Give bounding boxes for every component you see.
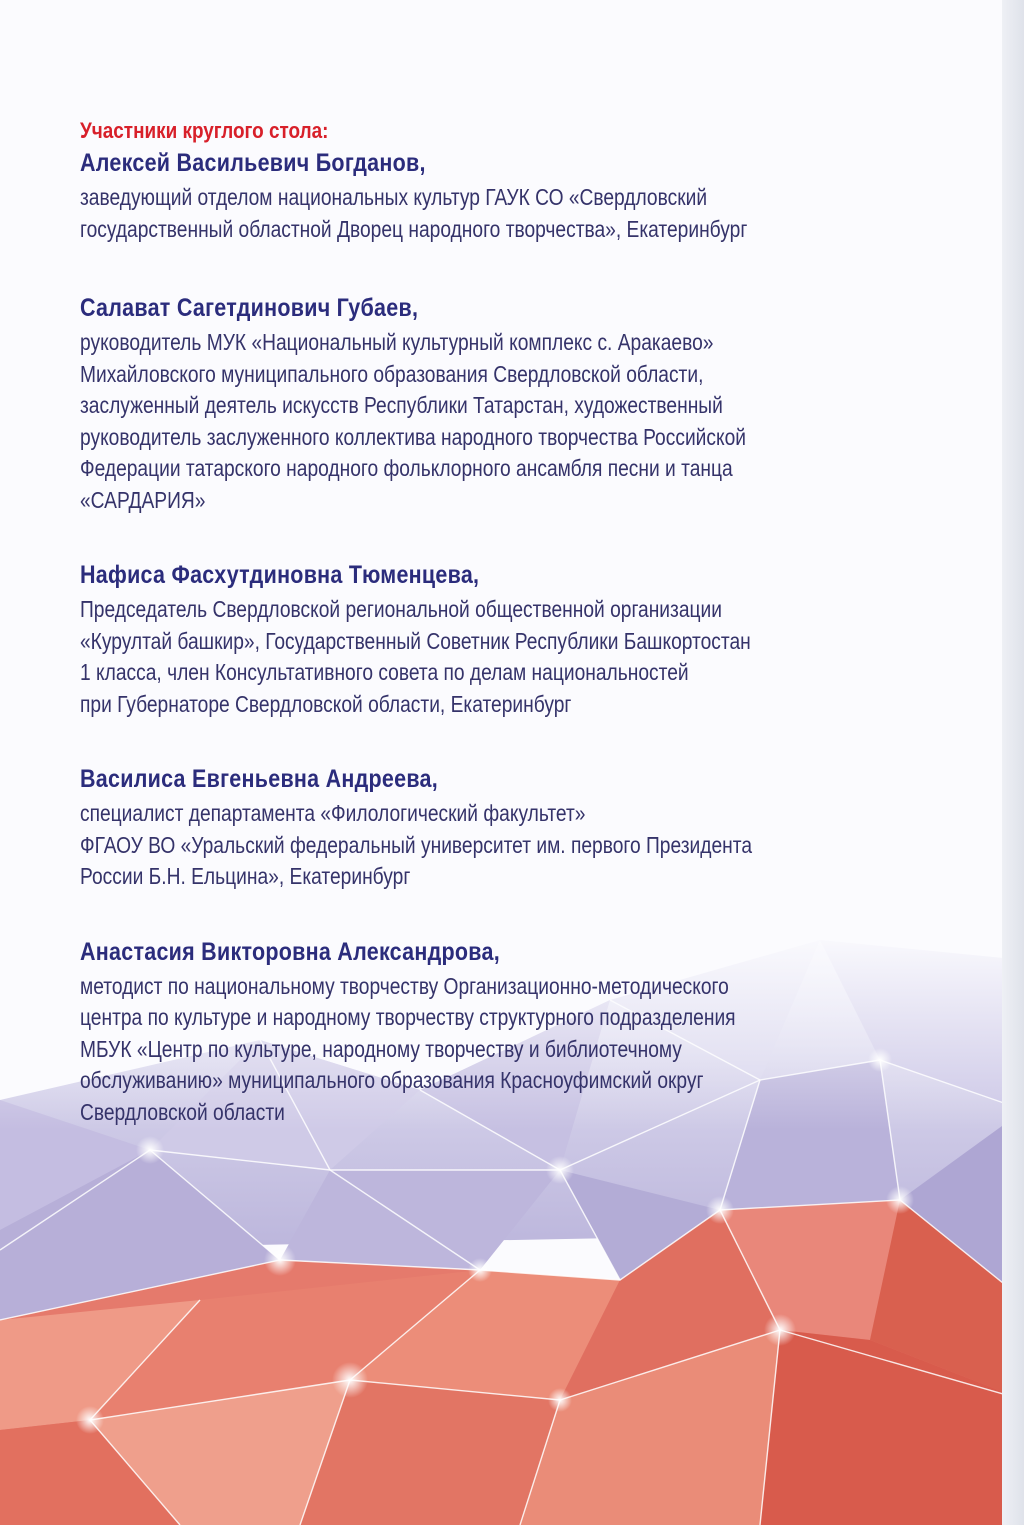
participants-content bbox=[80, 116, 980, 1170]
description-line: «Курултай башкир», Государственный Советник Республики Башкортостан bbox=[80, 627, 751, 654]
description-line: государственный областной Дворец народного творчества», Екатеринбург bbox=[80, 215, 748, 242]
participant-name: Нафиса Фасхутдиновна Тюменцева, bbox=[80, 561, 480, 589]
participant-description bbox=[80, 182, 980, 245]
participant-name: Алексей Васильевич Богданов, bbox=[80, 149, 426, 177]
page-right-edge bbox=[1002, 0, 1024, 1525]
description-line: обслуживанию» муниципального образования Красноуфимский округ bbox=[80, 1067, 704, 1093]
description-line: заведующий отделом национальных культур ГАУК СО «Свердловский bbox=[80, 184, 708, 210]
description-line: Федерации татарского народного фольклорного ансамбля песни и танца bbox=[80, 455, 733, 481]
description-line: «САРДАРИЯ» bbox=[80, 486, 206, 513]
participant-name: Анастасия Викторовна Александрова, bbox=[80, 937, 500, 966]
participant-card bbox=[80, 762, 980, 893]
participant-name: Салават Сагетдинович Губаев, bbox=[80, 294, 419, 322]
description-line: Председатель Свердловской региональной общественной организации bbox=[80, 596, 722, 622]
description-line: руководитель заслуженного коллектива народного творчества Российской bbox=[80, 423, 747, 450]
participant-description bbox=[80, 327, 980, 516]
participant-card bbox=[80, 935, 980, 1129]
participant-description bbox=[80, 798, 980, 893]
participant-card bbox=[80, 291, 980, 516]
description-line: 1 класса, член Консультативного совета по делам национальностей bbox=[80, 659, 689, 685]
participant-description bbox=[80, 594, 980, 720]
description-line: методист по национальному творчеству Организационно-методического bbox=[80, 972, 729, 999]
description-line: МБУК «Центр по культуре, народному творчеству и библиотечному bbox=[80, 1035, 682, 1062]
description-line: России Б.Н. Ельцина», Екатеринбург bbox=[80, 863, 411, 889]
description-line: заслуженный деятель искусств Республики Татарстан, художественный bbox=[80, 392, 723, 418]
participant-name: Василиса Евгеньевна Андреева, bbox=[80, 765, 439, 793]
description-line: центра по культуре и народному творчеству структурного подразделения bbox=[80, 1004, 736, 1030]
participant-card bbox=[80, 146, 980, 245]
section-title: Участники круглого стола: bbox=[80, 118, 329, 143]
description-line: руководитель МУК «Национальный культурный комплекс с. Аракаево» bbox=[80, 329, 714, 355]
description-line: Михайловского муниципального образования Свердловской области, bbox=[80, 360, 704, 387]
participant-card bbox=[80, 558, 980, 720]
participant-description bbox=[80, 971, 980, 1129]
description-line: при Губернаторе Свердловской области, Екатеринбург bbox=[80, 690, 572, 717]
description-line: Свердловской области bbox=[80, 1098, 285, 1125]
description-line: специалист департамента «Филологический факультет» bbox=[80, 800, 586, 826]
description-line: ФГАОУ ВО «Уральский федеральный университет им. первого Президента bbox=[80, 831, 753, 858]
